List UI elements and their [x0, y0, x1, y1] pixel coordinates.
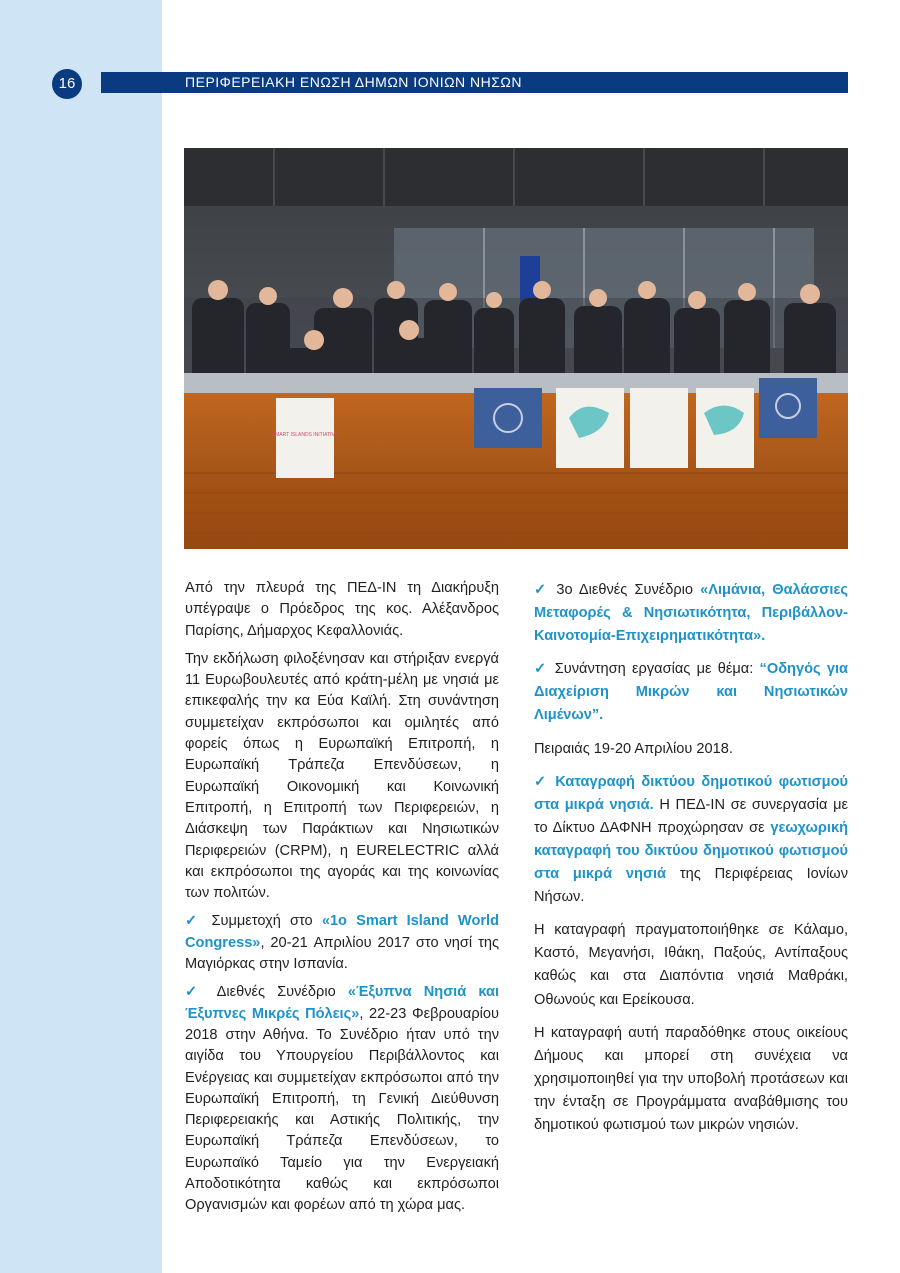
left-paragraph-3: ✓ Συμμετοχή στο «1ο Smart Island World Congress», 20-21 Απριλίου 2017 στο νησί της Μαγιόρκας στην Ισπανία.	[185, 913, 500, 973]
banner-text: SMART ISLANDS INITIATIVE	[271, 432, 339, 438]
highlight-geospatial: γεωχωρική καταγραφή του δικτύου δημοτικού φωτισμού στα μικρά νησιά	[534, 819, 848, 883]
check-icon: ✓	[185, 913, 203, 930]
header-bar	[101, 72, 848, 93]
right-paragraph-2: ✓ Συνάντηση εργασίας με θέμα: “Οδηγός για Διαχείριση Μικρών και Νησιωτικών Λιμένων”.	[534, 661, 848, 724]
right-paragraph-4: ✓ Καταγραφή δικτύου δημοτικού φωτισμού στα μικρά νησιά. Η ΠΕΔ-ΙΝ σε συνεργασία με το Δίκτυο ΔΑΦΝΗ προχώρησαν σε γεωχωρική καταγραφή του δικτύου δημοτικού φωτισμού στα μικρά νησιά της Περιφέρειας Ιονίων Νήσων.	[534, 773, 848, 906]
right-paragraph-1: ✓ 3ο Διεθνές Συνέδριο «Λιμάνια, Θαλάσσιες Μεταφορές & Νησιωτικότητα, Περιβάλλον-Καινοτομία-Επιχειρηματικότητα».	[534, 582, 848, 645]
right-column	[534, 579, 848, 1147]
check-icon: ✓	[534, 661, 549, 678]
left-paragraph-4: ✓ Διεθνές Συνέδριο «Έξυπνα Νησιά και Έξυπνες Μικρές Πόλεις», 22-23 Φεβρουαρίου 2018 στην Αθήνα. Το Συνέδριο ήταν υπό την αιγίδα του Υπουργείου Περιβάλλοντος και Ενέργειας και συμμετείχαν εκπρόσωποι από την Ευρωπαϊκή Επιτροπή, τη Γενική Διεύθυνση Περιφερειακής και Αστικής Πολιτικής, την Ευρωπαϊκή Τράπεζα Επενδύσεων, το Ευρωπαϊκό Ταμείο για την Ενεργειακή Αποδοτικότητα καθώς και εκπρόσωποι Οργανισμών και φορέων από τη χώρα μας.	[185, 984, 499, 1214]
sidebar-band	[0, 0, 162, 1273]
highlight-smart-islands: «Έξυπνα Νησιά και Έξυπνες Μικρές Πόλεις»	[185, 984, 499, 1022]
check-icon: ✓	[534, 582, 550, 598]
highlight-ports-guide: “Οδηγός για Διαχείριση Μικρών και Νησιωτικών Λιμένων”.	[534, 661, 848, 724]
header-title: ΠΕΡΙΦΕΡΕΙΑΚΗ ΕΝΩΣΗ ΔΗΜΩΝ ΙΟΝΙΩΝ ΝΗΣΩΝ	[185, 74, 523, 90]
right-paragraph-5: Η καταγραφή πραγματοποιήθηκε σε Κάλαμο, Καστό, Μεγανήσι, Ιθάκη, Παξούς, Αντίπαξους καθώς και στα Διαπόντια νησιά Μαθράκι, Οθωνούς και Ερείκουσα.	[534, 922, 848, 1008]
page-number: 16	[52, 69, 82, 99]
left-paragraph-1: Από την πλευρά της ΠΕΔ-ΙΝ τη Διακήρυξη υπέγραψε ο Πρόεδρος της κος. Αλέξανδρος Παρίσης, Δήμαρχος Κεφαλλονιάς.	[185, 580, 499, 639]
group-photo	[184, 148, 848, 549]
left-paragraph-2: Την εκδήλωση φιλοξένησαν και στήριξαν ενεργά 11 Ευρωβουλευτές από κράτη-μέλη με νησιά με επικεφαλής την κα Εύα Καϊλή. Στη συνάντηση συμμετείχαν εκπρόσωποι και ομιλητές από φορείς όπως η Ευρωπαϊκή Επιτροπή, η Ευρωπαϊκή Τράπεζα Επενδύσεων, η Ευρωπαϊκή Οικονομική και Κοινωνική Επιτροπή, η Επιτροπή των Περιφερειών, η Διάσκεψη των Παράκτιων και Νησιωτικών Περιφερειών (CRPM), η EURELECTRIC αλλά και εκπρόσωποι της αγοράς και της κοινωνίας των πολιτών.	[185, 650, 499, 902]
left-column	[185, 578, 499, 1224]
highlight-congress: «1ο Smart Island World Congress»	[185, 913, 500, 951]
highlight-lighting-record: Καταγραφή δικτύου δημοτικού φωτισμού στα μικρά νησιά.	[534, 773, 848, 813]
highlight-ports-conference: «Λιμάνια, Θαλάσσιες Μεταφορές & Νησιωτικότητα, Περιβάλλον-Καινοτομία-Επιχειρηματικότητα».	[534, 582, 848, 645]
right-paragraph-3: Πειραιάς 19-20 Απριλίου 2018.	[534, 740, 733, 757]
check-icon: ✓	[534, 773, 549, 790]
check-icon: ✓	[185, 984, 206, 1001]
right-paragraph-6: Η καταγραφή αυτή παραδόθηκε στους οικείους Δήμους και μπορεί στη συνέχεια να χρησιμοποιηθεί για την υποβολή προτάσεων και την ένταξη σε Προγράμματα αναβάθμισης του δημοτικού φωτισμού των μικρών νησιών.	[534, 1024, 848, 1133]
